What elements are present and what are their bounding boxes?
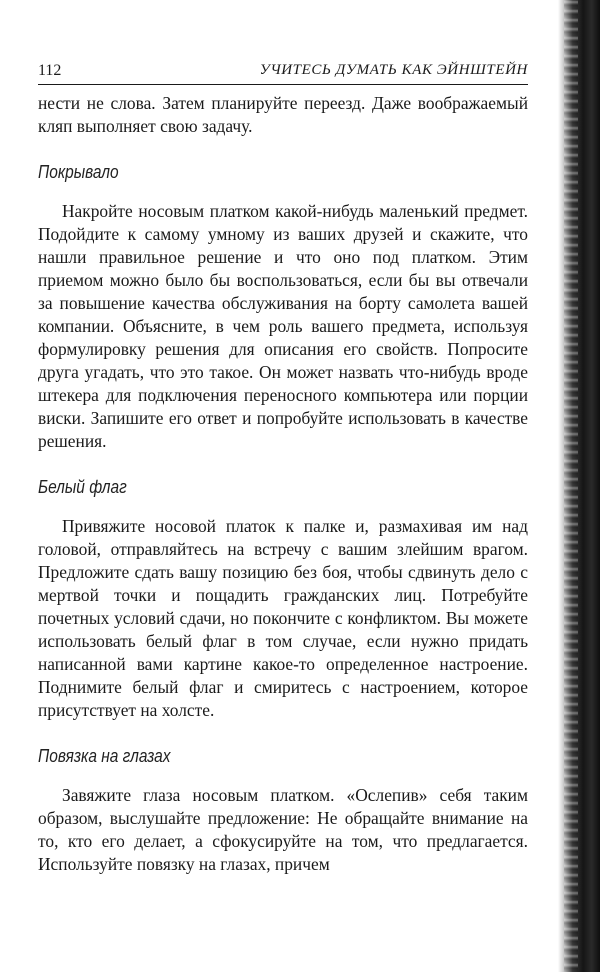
book-title: УЧИТЕСЬ ДУМАТЬ КАК ЭЙНШТЕЙН — [259, 62, 528, 78]
intro-paragraph: нести не слова. Затем планируйте переезд. Даже воображаемый кляп выполняет свою задачу. — [38, 93, 528, 136]
section-paragraph-pokryvalo: Накройте носовым платком какой-нибудь маленький предмет. Подойдите к самому умному из ваших друзей и скажите, что нашли правильное решение и что оно под платком. Этим приемом можно было бы воспользоваться, если бы вы отвечали за повышение качества обслуживания на борту самолета вашей компании. Объясните, в чем роль вашего предмета, используя формулировку решения для описания его свойств. Попросите друга угадать, что это такое. Он может назвать что-нибудь вроде штекера для подключения переносного компьютера или порции виски. Запишите его ответ и попробуйте использовать в качестве решения. — [38, 201, 528, 451]
scanned-page-edge — [558, 0, 600, 972]
page-number: 112 — [38, 62, 62, 79]
running-header — [38, 62, 528, 85]
section-heading-white-flag: Белый флаг — [38, 477, 127, 497]
section-paragraph-blindfold: Завяжите глаза носовым платком. «Ослепив» себя таким образом, выслушайте предложение: Не обращайте внимание на то, кто его делает, а сфокусируйте на том, что предлагается. Используйте повязку на глазах, причем — [38, 785, 528, 874]
section-heading-blindfold: Повязка на глазах — [38, 746, 171, 766]
section-heading-pokryvalo: Покрывало — [38, 162, 119, 182]
page-content — [38, 92, 528, 876]
section-paragraph-white-flag: Привяжите носовой платок к палке и, размахивая им над головой, отправляйтесь на встречу с вашим злейшим врагом. Предложите сдать вашу позицию без боя, чтобы сдвинуть дело с мертвой точки и пощадить гражданских лиц. Потребуйте почетных условий сдачи, но покончите с конфликтом. Вы можете использовать белый флаг в том случае, если нужно придать написанной вами картине какое-то определенное настроение. Поднимите белый флаг и смиритесь с настроением, которое присутствует на холсте. — [38, 516, 528, 720]
